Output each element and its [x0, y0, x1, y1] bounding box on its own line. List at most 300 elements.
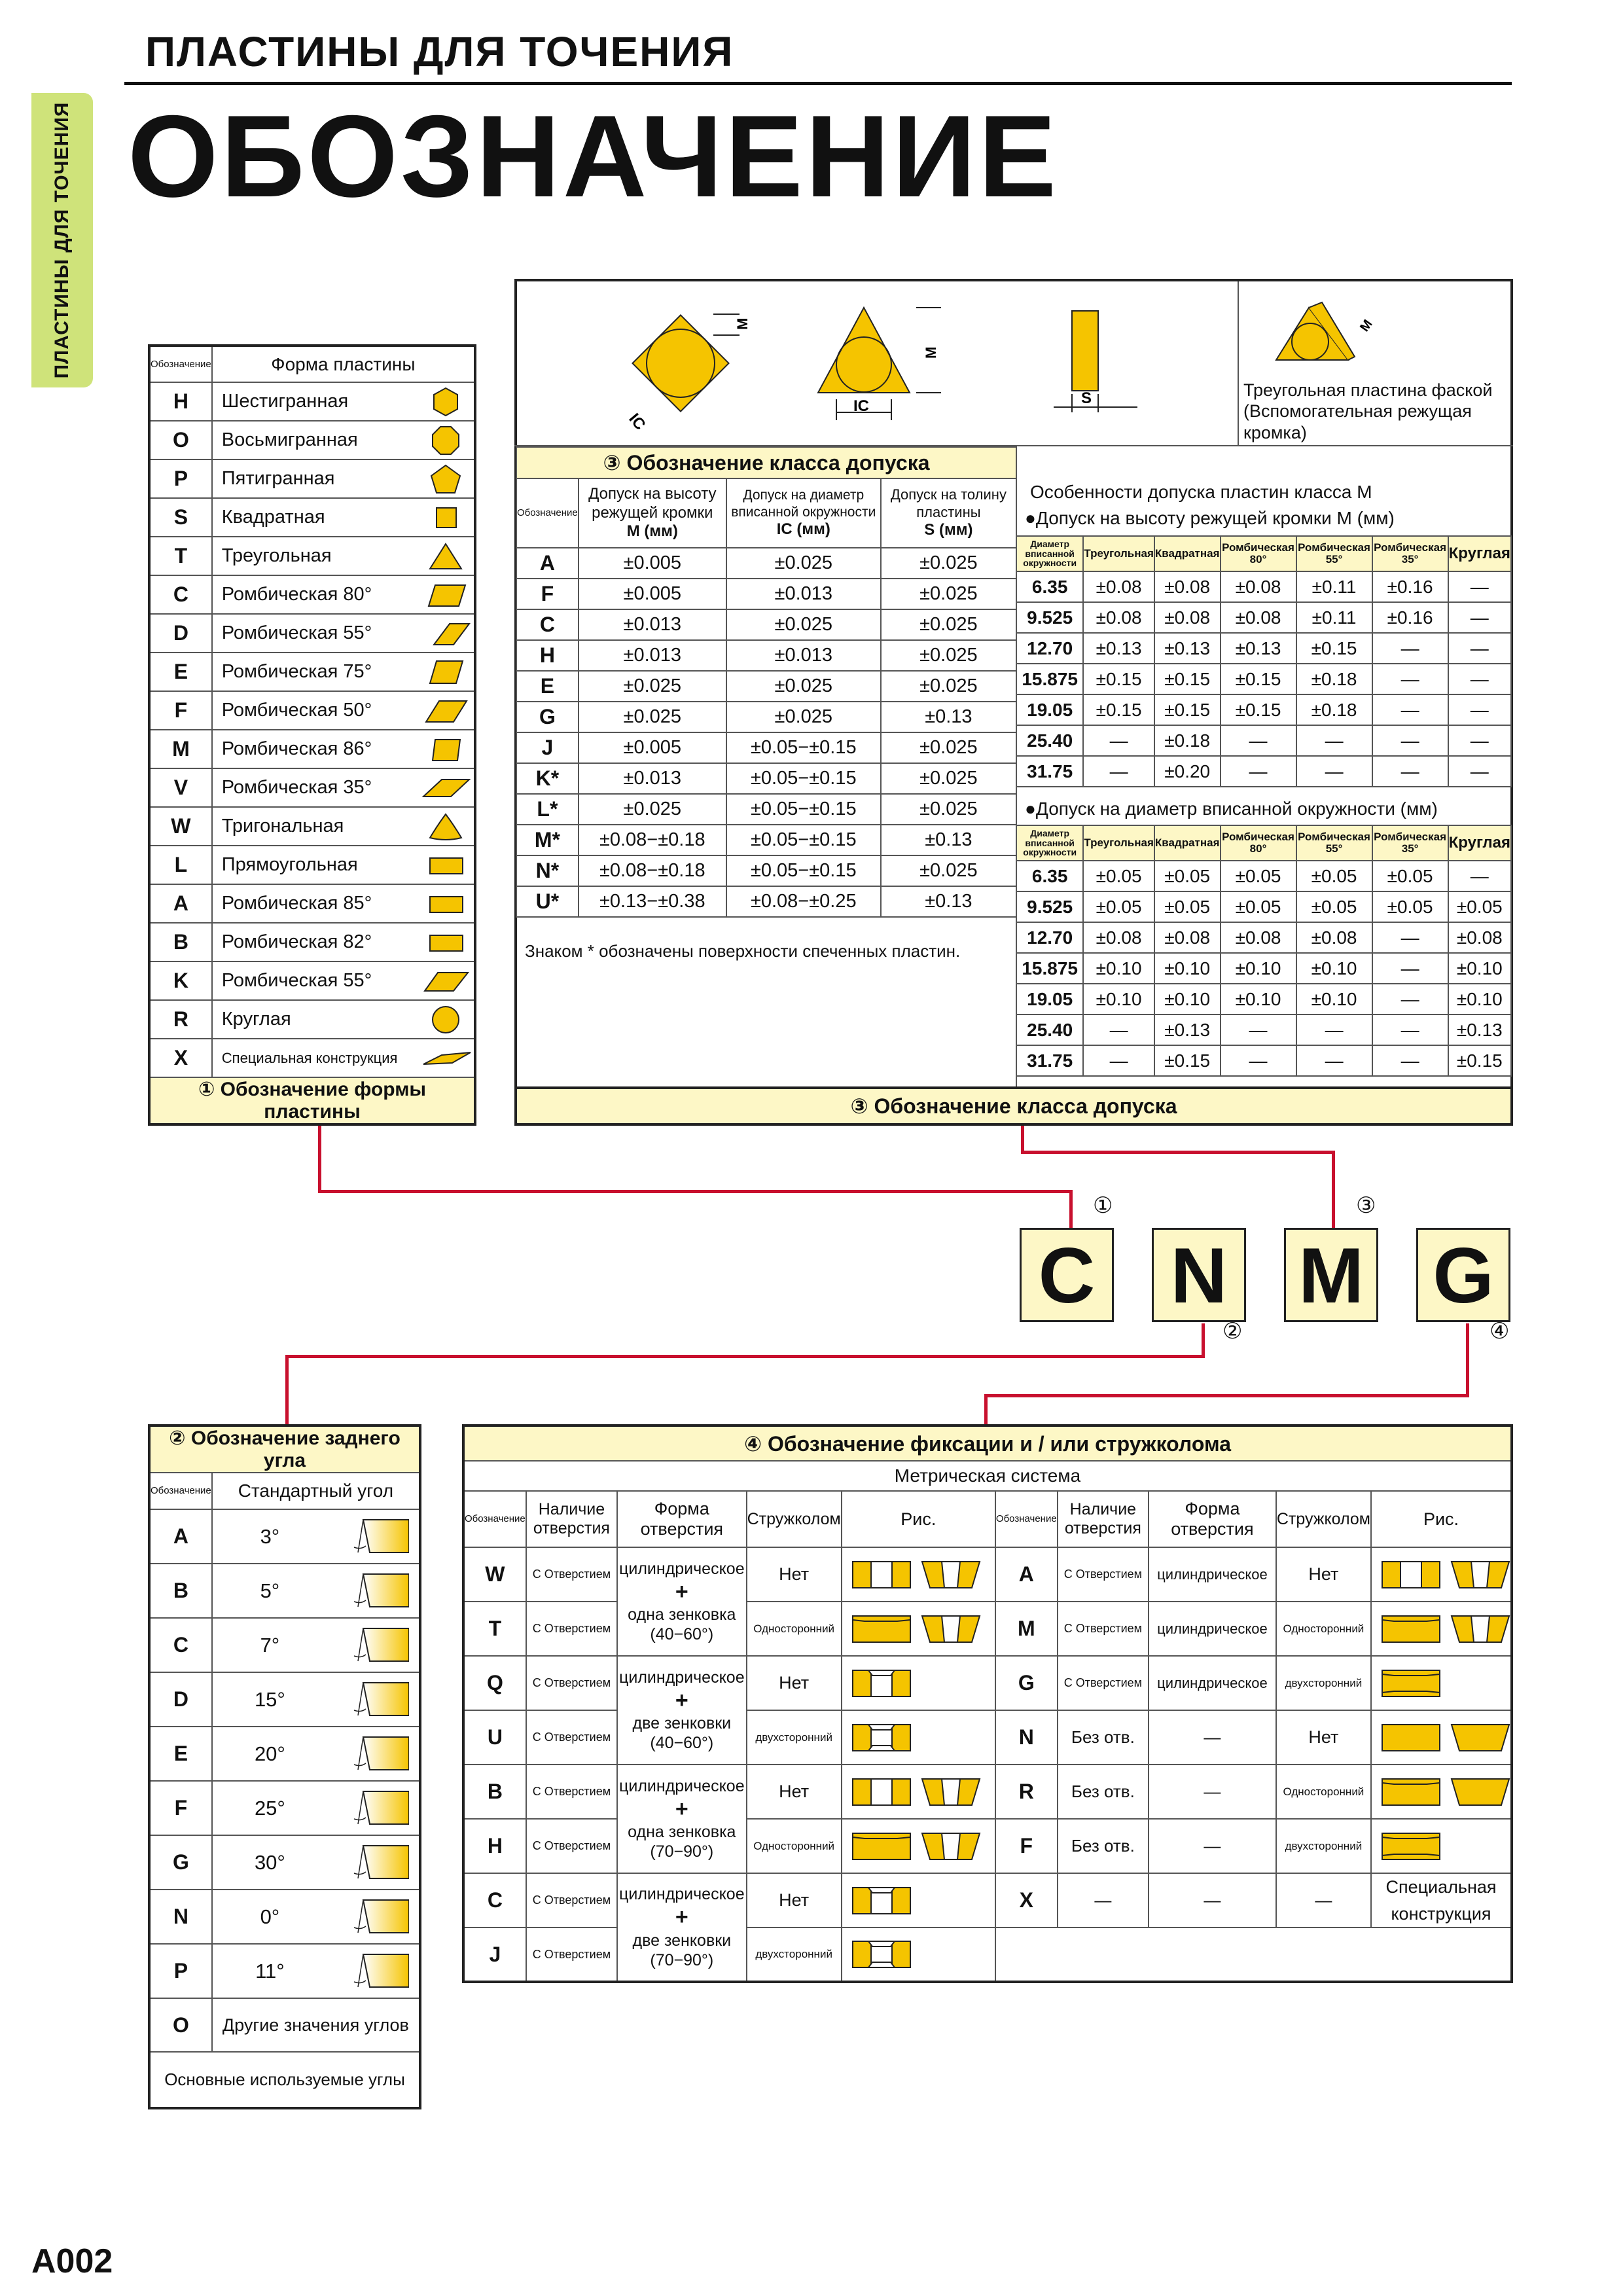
m-class-sub1: ●Допуск на высоту режущей кромки M (мм): [1025, 508, 1395, 528]
clr-icon-cell: [327, 1618, 420, 1672]
tol-col-s: Допуск на толину пластины S (мм): [881, 478, 1016, 548]
brk-form: цилиндрическое + одна зенковка (40−60°): [617, 1547, 746, 1656]
brk-form-r: цилиндрическое: [1149, 1602, 1276, 1656]
page-subtitle: ПЛАСТИНЫ ДЛЯ ТОЧЕНИЯ: [145, 28, 734, 75]
clr-code: F: [149, 1781, 212, 1835]
clr-code: E: [149, 1727, 212, 1781]
shape-icon-cell: [418, 884, 475, 923]
brk-hole: С Отверстием: [526, 1819, 617, 1873]
m-cell: ±0.16: [1372, 602, 1448, 633]
brk-code: B: [463, 1765, 526, 1819]
insert-section-icon: [1381, 1612, 1441, 1646]
m-cell: ±0.10: [1296, 953, 1372, 984]
clr-angle: 25°: [212, 1781, 327, 1835]
rectangle-icon: [419, 850, 472, 880]
m-row: [1016, 953, 1511, 984]
ic-label-2: IC: [853, 397, 869, 415]
rhombus-86-icon: [419, 734, 472, 764]
clr-other-text: Другие значения углов: [212, 1998, 420, 2052]
tolerance-title: ③ Обозначение класса допуска: [516, 447, 1016, 478]
connector-3: [1332, 1151, 1335, 1229]
m-cell: ±0.10: [1083, 984, 1154, 1014]
brk-code-r: X: [995, 1873, 1058, 1928]
m-cell: —: [1448, 633, 1511, 664]
brk-h-code-r: Обозначение: [995, 1491, 1058, 1547]
tol-m: ±0.13−±0.38: [579, 886, 726, 917]
clearance-angle-icon: [337, 1516, 409, 1554]
m-head: Диаметр вписанной окружности: [1016, 825, 1083, 861]
m-cell: ±0.05: [1154, 891, 1221, 922]
m-cell: —: [1083, 756, 1154, 787]
m-cell: ±0.15: [1154, 664, 1221, 694]
m-cell: ±0.05: [1372, 861, 1448, 891]
m-cell: ±0.08: [1083, 922, 1154, 953]
tol-code: K*: [516, 763, 579, 794]
shape-icon-cell: [418, 382, 475, 421]
brk-fig: [842, 1656, 995, 1710]
brk-fig: [842, 1873, 995, 1928]
tol-code: M*: [516, 825, 579, 855]
m-cell: ±0.10: [1448, 953, 1511, 984]
brk-form-r: —: [1149, 1873, 1276, 1928]
brk-hole-r: С Отверстием: [1058, 1656, 1149, 1710]
shape-name: Круглая: [212, 1000, 418, 1039]
clr-footer: Основные используемые углы: [149, 2052, 420, 2108]
shape-code: T: [149, 537, 212, 575]
tol-code: L*: [516, 794, 579, 825]
m-ic-table: [1016, 825, 1512, 1077]
m-cell: ±0.05: [1221, 891, 1296, 922]
m-cell: ±0.13: [1154, 633, 1221, 664]
m-cell: —: [1372, 664, 1448, 694]
shape-table-footer: ① Обозначение формы пластины: [149, 1077, 475, 1124]
clearance-row: [149, 1781, 420, 1835]
shape-table: [148, 344, 476, 1126]
clr-angle: 30°: [212, 1835, 327, 1890]
brk-fig: [842, 1765, 995, 1819]
m-head: Квадратная: [1154, 536, 1221, 571]
shape-icon-cell: [418, 575, 475, 614]
shape-icon-cell: [418, 459, 475, 498]
m-row: [1016, 725, 1511, 756]
tol-ic: ±0.013: [726, 640, 881, 671]
tol-m: ±0.013: [579, 640, 726, 671]
insert-tapered-icon: [1450, 1612, 1510, 1646]
m-cell: ±0.05: [1083, 861, 1154, 891]
m-label-1: M: [734, 317, 751, 330]
shape-name: Ромбическая 80°: [212, 575, 418, 614]
clr-icon-cell: [327, 1835, 420, 1890]
m-cell: ±0.05: [1154, 861, 1221, 891]
triangle-icon: [419, 541, 472, 571]
tolerance-row: [516, 763, 1016, 794]
clr-col-angle: Стандартный угол: [212, 1473, 420, 1509]
insert-section-icon: [1381, 1721, 1441, 1755]
connector-3: [1021, 1151, 1335, 1154]
code-letter-c: C: [1020, 1228, 1114, 1322]
m-cell: ±0.16: [1372, 571, 1448, 602]
m-cell: ±0.10: [1221, 984, 1296, 1014]
connector-4: [984, 1394, 1469, 1397]
tol-ic: ±0.05−±0.15: [726, 855, 881, 886]
breaker-row: [463, 1656, 1512, 1710]
shape-code: K: [149, 961, 212, 1000]
connector-2: [1202, 1323, 1205, 1357]
m-cell: —: [1372, 694, 1448, 725]
brk-breaker-r: Односторонний: [1276, 1765, 1371, 1819]
brk-fig-r: [1371, 1656, 1512, 1710]
tol-code: E: [516, 671, 579, 702]
m-cell: —: [1448, 861, 1511, 891]
clearance-row: [149, 1618, 420, 1672]
clr-icon-cell: [327, 1781, 420, 1835]
shape-row: [149, 575, 475, 614]
m-head: Ромбическая 80°: [1221, 825, 1296, 861]
diagram-area: [517, 281, 1510, 445]
m-head: Круглая: [1448, 825, 1511, 861]
code-letter-n: N: [1152, 1228, 1246, 1322]
shape-code: B: [149, 923, 212, 961]
trigon-icon: [419, 812, 472, 842]
tol-ic: ±0.025: [726, 702, 881, 732]
brk-code: Q: [463, 1656, 526, 1710]
insert-tapered-icon: [921, 1829, 981, 1863]
shape-icon-cell: [418, 614, 475, 653]
shape-name: Ромбическая 82°: [212, 923, 418, 961]
clearance-angle-icon: [337, 1624, 409, 1662]
brk-form-r: —: [1149, 1819, 1276, 1873]
clearance-table: [148, 1424, 421, 2109]
brk-fig: [842, 1819, 995, 1873]
m-cell: —: [1083, 725, 1154, 756]
brk-empty: [995, 1928, 1512, 1982]
special-icon: [419, 1043, 472, 1073]
shape-code: L: [149, 846, 212, 884]
shape-icon-cell: [418, 653, 475, 691]
clr-icon-cell: [327, 1727, 420, 1781]
clearance-angle-icon: [337, 1679, 409, 1717]
m-label-2: M: [923, 346, 939, 359]
code-letter-m: M: [1284, 1228, 1378, 1322]
s-label: S: [1081, 389, 1092, 407]
shape-name: Восьмигранная: [212, 421, 418, 459]
tol-ic: ±0.013: [726, 579, 881, 609]
insert-section-icon: [851, 1612, 912, 1646]
clr-other-code: O: [149, 1998, 212, 2052]
m-class-left-divider: [1016, 446, 1017, 1088]
insert-section-icon: [851, 1884, 912, 1918]
insert-tapered-icon: [1450, 1558, 1510, 1592]
shape-code: M: [149, 730, 212, 768]
m-cell: —: [1448, 602, 1511, 633]
brk-hole: С Отверстием: [526, 1602, 617, 1656]
m-cell: 15.875: [1016, 953, 1083, 984]
insert-section-icon: [1381, 1666, 1441, 1700]
m-cell: ±0.15: [1083, 664, 1154, 694]
m-cell: ±0.18: [1296, 694, 1372, 725]
clearance-angle-icon: [337, 1570, 409, 1608]
breaker-title: ④ Обозначение фиксации и / или стружколома: [463, 1426, 1512, 1461]
brk-form: цилиндрическое + две зенковки (70−90°): [617, 1873, 746, 1982]
m-cell: ±0.11: [1296, 602, 1372, 633]
shape-row: [149, 884, 475, 923]
insert-tapered-icon: [1450, 1775, 1510, 1809]
m-cell: 31.75: [1016, 756, 1083, 787]
brk-breaker: двухсторонний: [747, 1710, 842, 1765]
brk-h-form: Форма отверстия: [617, 1491, 746, 1547]
brk-breaker-r: Нет: [1276, 1547, 1371, 1602]
brk-code-r: M: [995, 1602, 1058, 1656]
header-divider: [124, 82, 1512, 85]
m-row: [1016, 1045, 1511, 1076]
m-cell: ±0.05: [1296, 891, 1372, 922]
tolerance-note: Знаком * обозначены поверхности спеченных пластин.: [525, 941, 961, 961]
m-cell: —: [1221, 1045, 1296, 1076]
brk-breaker-r: двухсторонний: [1276, 1819, 1371, 1873]
m-cell: —: [1448, 571, 1511, 602]
brk-h-breaker: Стружколом: [747, 1491, 842, 1547]
m-cell: ±0.08: [1154, 602, 1221, 633]
connector-3: [1021, 1126, 1024, 1153]
tolerance-row: [516, 640, 1016, 671]
shape-code: S: [149, 498, 212, 537]
clearance-row: [149, 1944, 420, 1998]
clearance-angle-icon: [337, 1787, 409, 1825]
code-num-3: ③: [1356, 1193, 1376, 1218]
brk-h-form-r: Форма отверстия: [1149, 1491, 1276, 1547]
insert-tapered-icon: [921, 1775, 981, 1809]
m-cell: ±0.18: [1296, 664, 1372, 694]
m-head: Треугольная: [1083, 825, 1154, 861]
m-cell: —: [1372, 1045, 1448, 1076]
connector-4: [984, 1394, 988, 1428]
rhombus-82-icon: [419, 927, 472, 958]
shape-name: Прямоугольная: [212, 846, 418, 884]
breaker-row: [463, 1547, 1512, 1602]
m-row: [1016, 633, 1511, 664]
clr-code: B: [149, 1564, 212, 1618]
tol-s: ±0.025: [881, 609, 1016, 640]
m-row: [1016, 571, 1511, 602]
brk-code: T: [463, 1602, 526, 1656]
m-cell: ±0.08: [1221, 571, 1296, 602]
m-cell: ±0.20: [1154, 756, 1221, 787]
m-cell: ±0.08: [1296, 922, 1372, 953]
m-cell: ±0.15: [1448, 1045, 1511, 1076]
clr-angle: 3°: [212, 1509, 327, 1564]
brk-breaker: Нет: [747, 1547, 842, 1602]
page-title: ОБОЗНАЧЕНИЕ: [128, 91, 1059, 221]
code-letter-g: G: [1416, 1228, 1510, 1322]
tol-m: ±0.025: [579, 794, 726, 825]
m-height-table: [1016, 535, 1512, 787]
tolerance-table: [516, 446, 1017, 918]
m-cell: ±0.15: [1154, 694, 1221, 725]
tol-ic: ±0.025: [726, 548, 881, 579]
brk-form-r: —: [1149, 1765, 1276, 1819]
brk-fig-r: [1371, 1710, 1512, 1765]
tol-ic: ±0.025: [726, 671, 881, 702]
col-shape: Форма пластины: [212, 346, 475, 382]
brk-breaker-r: —: [1276, 1873, 1371, 1928]
insert-tapered-icon: [921, 1612, 981, 1646]
m-head: Круглая: [1448, 536, 1511, 571]
tol-s: ±0.025: [881, 579, 1016, 609]
shape-name: Ромбическая 55°: [212, 961, 418, 1000]
m-cell: 15.875: [1016, 664, 1083, 694]
m-cell: —: [1372, 1014, 1448, 1045]
tolerance-row: [516, 855, 1016, 886]
brk-fig: [842, 1928, 995, 1982]
brk-breaker-r: двухсторонний: [1276, 1656, 1371, 1710]
brk-breaker: Односторонний: [747, 1819, 842, 1873]
col-code: Обозначение: [149, 346, 212, 382]
m-cell: ±0.08: [1154, 922, 1221, 953]
m-cell: ±0.08: [1448, 922, 1511, 953]
m-cell: ±0.05: [1448, 891, 1511, 922]
m-head: Треугольная: [1083, 536, 1154, 571]
brk-breaker: Нет: [747, 1656, 842, 1710]
m-cell: —: [1448, 694, 1511, 725]
tol-m: ±0.025: [579, 702, 726, 732]
m-cell: —: [1296, 1014, 1372, 1045]
m-cell: —: [1372, 633, 1448, 664]
shape-name: Ромбическая 85°: [212, 884, 418, 923]
m-class-intro: Особенности допуска пластин класса M: [1030, 482, 1372, 502]
tol-ic: ±0.05−±0.15: [726, 794, 881, 825]
clearance-row: [149, 1727, 420, 1781]
tol-m: ±0.08−±0.18: [579, 855, 726, 886]
m-cell: 31.75: [1016, 1045, 1083, 1076]
m-cell: ±0.05: [1221, 861, 1296, 891]
pentagon-icon: [419, 464, 472, 494]
shape-code: D: [149, 614, 212, 653]
brk-hole-r: —: [1058, 1873, 1149, 1928]
m-cell: 19.05: [1016, 984, 1083, 1014]
connector-4: [1466, 1323, 1469, 1397]
brk-code-r: G: [995, 1656, 1058, 1710]
shape-row: [149, 421, 475, 459]
tol-code: H: [516, 640, 579, 671]
m-cell: ±0.10: [1154, 984, 1221, 1014]
m-cell: ±0.05: [1296, 861, 1372, 891]
m-cell: —: [1221, 725, 1296, 756]
brk-breaker-r: Нет: [1276, 1710, 1371, 1765]
shape-row: [149, 961, 475, 1000]
m-row: [1016, 1014, 1511, 1045]
code-num-1: ①: [1093, 1193, 1113, 1218]
clr-code: G: [149, 1835, 212, 1890]
shape-code: P: [149, 459, 212, 498]
clr-angle: 11°: [212, 1944, 327, 1998]
tol-ic: ±0.05−±0.15: [726, 763, 881, 794]
rhombus-75-icon: [419, 657, 472, 687]
shape-name: Пятигранная: [212, 459, 418, 498]
m-cell: —: [1372, 953, 1448, 984]
tolerance-row: [516, 732, 1016, 763]
tol-col-m: Допуск на высоту режущей кромки M (мм): [579, 478, 726, 548]
m-cell: —: [1372, 922, 1448, 953]
rhombus-80-icon: [419, 580, 472, 610]
brk-hole: С Отверстием: [526, 1547, 617, 1602]
side-tab[interactable]: ПЛАСТИНЫ ДЛЯ ТОЧЕНИЯ: [31, 93, 93, 387]
clr-icon-cell: [327, 1944, 420, 1998]
m-head: Ромбическая 80°: [1221, 536, 1296, 571]
shape-row: [149, 459, 475, 498]
shape-row: [149, 653, 475, 691]
tol-ic: ±0.08−±0.25: [726, 886, 881, 917]
tolerance-footer: ③ Обозначение класса допуска: [514, 1086, 1513, 1126]
insert-section-icon: [851, 1829, 912, 1863]
shape-name: Ромбическая 55°: [212, 614, 418, 653]
brk-fig-r: [1371, 1819, 1512, 1873]
brk-h-hole-r: Наличие отверстия: [1058, 1491, 1149, 1547]
shape-icon-cell: [418, 1000, 475, 1039]
m-head: Квадратная: [1154, 825, 1221, 861]
shape-row: [149, 807, 475, 846]
m-cell: ±0.13: [1221, 633, 1296, 664]
shape-code: H: [149, 382, 212, 421]
brk-h-fig-r: Рис.: [1371, 1491, 1512, 1547]
shape-row: [149, 1000, 475, 1039]
m-cell: —: [1221, 756, 1296, 787]
shape-row: [149, 730, 475, 768]
tol-m: ±0.013: [579, 763, 726, 794]
connector-1: [318, 1126, 321, 1193]
m-cell: ±0.05: [1372, 891, 1448, 922]
shape-row: [149, 923, 475, 961]
rhombus-35-icon: [419, 773, 472, 803]
brk-code: J: [463, 1928, 526, 1982]
shape-row: [149, 691, 475, 730]
tolerance-row: [516, 548, 1016, 579]
insert-section-icon: [1381, 1558, 1441, 1592]
clr-icon-cell: [327, 1672, 420, 1727]
tol-code: F: [516, 579, 579, 609]
shape-row: [149, 846, 475, 884]
m-cell: 9.525: [1016, 602, 1083, 633]
clr-code: D: [149, 1672, 212, 1727]
insert-tapered-icon: [921, 1558, 981, 1592]
connector-1: [1069, 1190, 1073, 1229]
page-number: A002: [31, 2242, 113, 2280]
connector-1: [318, 1190, 1072, 1193]
tol-s: ±0.025: [881, 732, 1016, 763]
m-row: [1016, 664, 1511, 694]
m-cell: ±0.15: [1296, 633, 1372, 664]
m-cell: 25.40: [1016, 1014, 1083, 1045]
tol-s: ±0.025: [881, 640, 1016, 671]
shape-icon-cell: [418, 768, 475, 807]
brk-form: цилиндрическое + две зенковки (40−60°): [617, 1656, 746, 1765]
brk-code-r: A: [995, 1547, 1058, 1602]
m-head: Ромбическая 35°: [1372, 825, 1448, 861]
tol-code: G: [516, 702, 579, 732]
m-cell: —: [1448, 756, 1511, 787]
m-cell: ±0.15: [1154, 1045, 1221, 1076]
clearance-row: [149, 1835, 420, 1890]
m-cell: —: [1083, 1045, 1154, 1076]
insert-tapered-icon: [1450, 1721, 1510, 1755]
m-cell: —: [1296, 1045, 1372, 1076]
ic-label-1: IC: [625, 410, 649, 434]
clr-code: C: [149, 1618, 212, 1672]
tolerance-row: [516, 609, 1016, 640]
shape-icon-cell: [418, 498, 475, 537]
m-cell: ±0.08: [1083, 602, 1154, 633]
tolerance-row: [516, 794, 1016, 825]
m-cell: —: [1372, 725, 1448, 756]
